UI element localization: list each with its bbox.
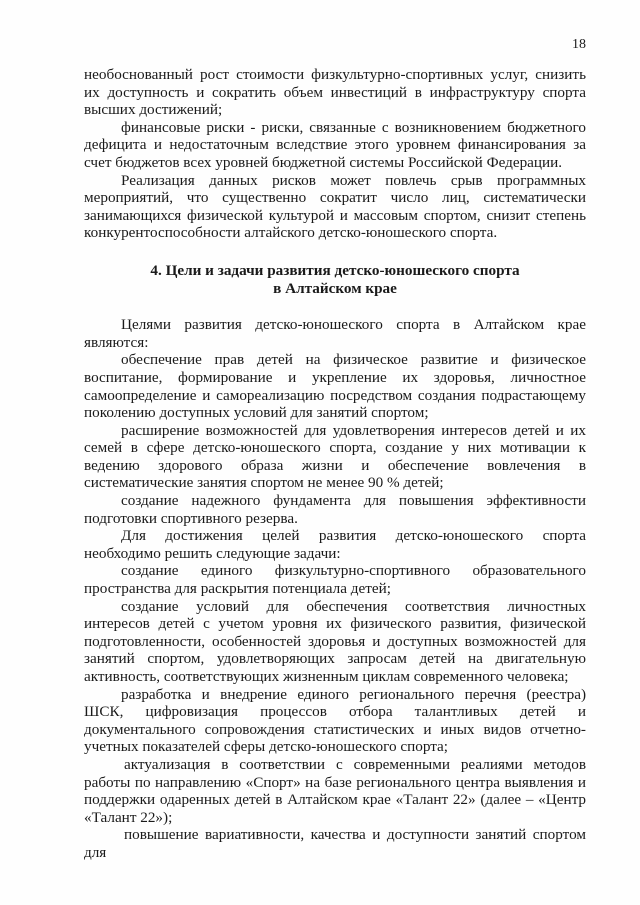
paragraph: разработка и внедрение единого регионального перечня (реестра) ШСК, цифровизация процессов отбора талантливых детей и документального сопровождения статистических и иных видов отчетно-учетных показателей сферы детско-юношеского спорта; xyxy=(84,685,586,756)
paragraph: финансовые риски - риски, связанные с возникновением бюджетного дефицита и недостаточным вследствие этого уровнем финансирования за счет бюджетов всех уровней бюджетной системы Российской Федерации. xyxy=(84,118,586,171)
paragraph: создание условий для обеспечения соответствия личностных интересов детей с учетом уровня их физического развития, физической подготовленности, особенностей здоровья и доступных возможностей для занятий спортом, удовлетворяющих запросам детей на двигательную активность, соответствующих жизненным циклам современного человека; xyxy=(84,597,586,685)
paragraph: Целями развития детско-юношеского спорта в Алтайском крае являются: xyxy=(84,316,586,351)
section-heading-line1: 4. Цели и задачи развития детско-юношеского спорта xyxy=(150,261,520,279)
page-number: 18 xyxy=(572,37,586,52)
paragraph: Для достижения целей развития детско-юношеского спорта необходимо решить следующие задачи: xyxy=(84,527,586,562)
section-body xyxy=(84,316,586,861)
paragraph: расширение возможностей для удовлетворения интересов детей и их семей в сфере детско-юношеского спорта, создание у них мотивации к ведению здорового образа жизни и обеспечение вовлечения в систематические занятия спортом не менее 90 % детей; xyxy=(84,421,586,492)
section-heading xyxy=(84,262,586,297)
paragraph: необоснованный рост стоимости физкультурно-спортивных услуг, снизить их доступность и сократить объем инвестиций в инфраструктуру спорта высших достижений; xyxy=(84,66,586,119)
document-body xyxy=(84,66,586,862)
paragraph: актуализация в соответствии с современными реалиями методов работы по направлению «Спорт» на базе регионального центра выявления и поддержки одаренных детей в Алтайском крае «Талант 22» (далее – «Центр «Талант 22»); xyxy=(84,755,586,826)
paragraph: Реализация данных рисков может повлечь срыв программных мероприятий, что существенно сократит число лиц, систематически занимающихся физической культурой и массовым спортом, снизит степень конкурентоспособности алтайского детско-юношеского спорта. xyxy=(84,171,586,242)
paragraph: повышение вариативности, качества и доступности занятий спортом для xyxy=(84,826,586,861)
section-heading-line2: в Алтайском крае xyxy=(273,279,397,297)
paragraph: обеспечение прав детей на физическое развитие и физическое воспитание, формирование и укрепление их здоровья, личностное самоопределение и самореализацию посредством создания подрастающему поколению доступных условий для занятий спортом; xyxy=(84,351,586,422)
paragraph: создание надежного фундамента для повышения эффективности подготовки спортивного резерва. xyxy=(84,492,586,527)
paragraph: создание единого физкультурно-спортивного образовательного пространства для раскрытия потенциала детей; xyxy=(84,562,586,598)
